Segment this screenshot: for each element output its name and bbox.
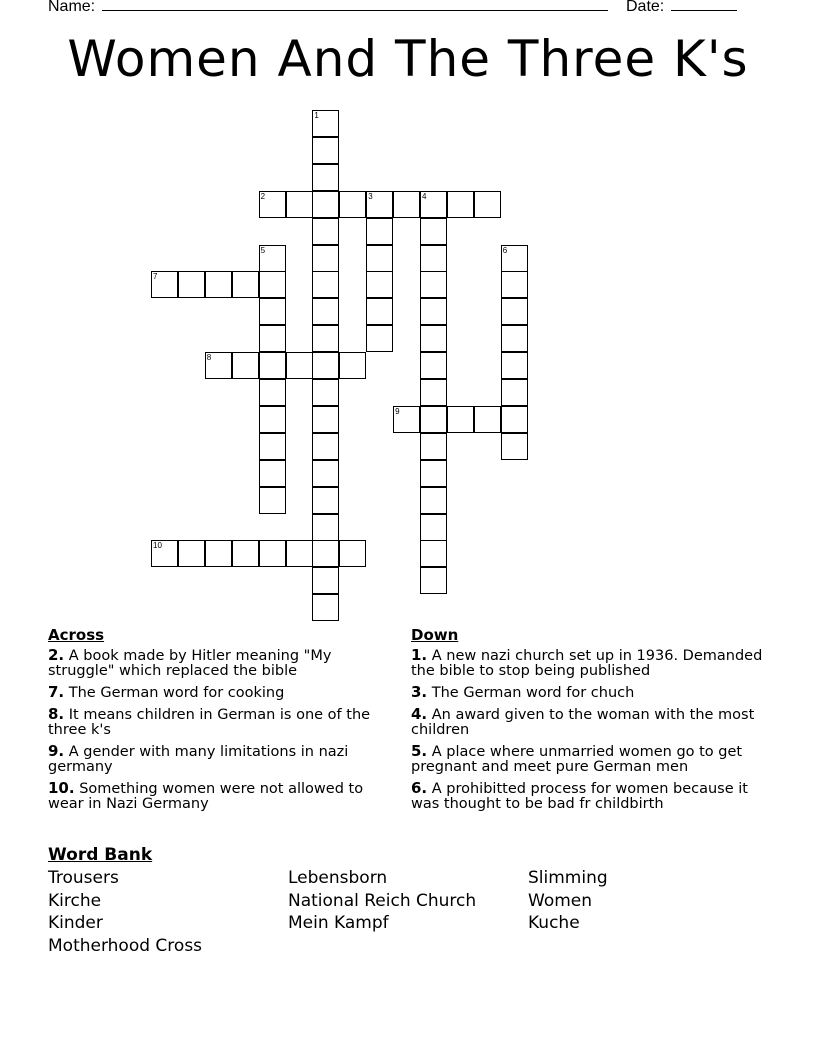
clue-text: A gender with many limitations in nazi germany [48, 744, 349, 775]
grid-cell[interactable] [312, 110, 339, 137]
clue-text: Something women were not allowed to wear in Nazi Germany [48, 781, 364, 812]
grid-cell[interactable] [501, 298, 528, 325]
clue-text: A prohibitted process for women because it was thought to be bad fr childbirth [411, 781, 748, 812]
grid-cell[interactable] [420, 379, 447, 406]
grid-cell[interactable] [286, 540, 313, 567]
clue-number: 6. [411, 779, 428, 797]
grid-cell[interactable] [259, 298, 286, 325]
grid-cell[interactable] [232, 271, 259, 298]
grid-cell[interactable] [259, 540, 286, 567]
name-label: Name: [48, 0, 96, 15]
grid-cell[interactable] [259, 352, 286, 379]
grid-cell[interactable] [312, 298, 339, 325]
word-bank-item: Motherhood Cross [48, 935, 203, 956]
grid-cell[interactable] [420, 487, 447, 514]
cell-number: 9 [395, 406, 400, 416]
word-bank-column [48, 867, 202, 957]
grid-cell[interactable] [420, 352, 447, 379]
grid-cell[interactable] [339, 352, 366, 379]
clue-text: The German word for cooking [68, 685, 285, 701]
page-title: Women And The Three K's [67, 30, 749, 88]
clue-across-8 [48, 707, 393, 738]
word-bank-item: National Reich Church [288, 890, 477, 911]
grid-cell[interactable] [312, 245, 339, 272]
grid-cell[interactable] [393, 191, 420, 218]
clue-down-4 [411, 707, 776, 738]
word-bank-item: Kirche [48, 890, 102, 911]
grid-cell[interactable] [366, 191, 393, 218]
grid-cell[interactable] [312, 137, 339, 164]
cell-number: 7 [153, 272, 158, 282]
grid-cell[interactable] [312, 594, 339, 621]
down-clues [411, 628, 776, 818]
grid-cell[interactable] [474, 191, 501, 218]
grid-cell[interactable] [366, 325, 393, 352]
grid-cell[interactable] [312, 487, 339, 514]
grid-cell[interactable] [312, 433, 339, 460]
grid-cell[interactable] [420, 271, 447, 298]
across-clues [48, 628, 393, 818]
grid-cell[interactable] [501, 325, 528, 352]
grid-cell[interactable] [232, 352, 259, 379]
grid-cell[interactable] [312, 567, 339, 594]
grid-cell[interactable] [501, 379, 528, 406]
grid-cell[interactable] [366, 271, 393, 298]
clue-text: A place where unmarried women go to get pregnant and meet pure German men [411, 744, 743, 775]
grid-cell[interactable] [420, 460, 447, 487]
grid-cell[interactable] [366, 218, 393, 245]
clue-down-5 [411, 744, 776, 775]
word-bank-item: Kinder [48, 913, 103, 933]
word-bank-item: Trousers [48, 868, 119, 888]
grid-cell[interactable] [501, 271, 528, 298]
grid-cell[interactable] [420, 514, 447, 541]
grid-cell[interactable] [205, 352, 232, 379]
grid-cell[interactable] [151, 540, 178, 567]
grid-cell[interactable] [312, 191, 339, 218]
down-heading: Down [411, 626, 459, 644]
grid-cell[interactable] [259, 433, 286, 460]
clue-number: 5. [411, 742, 428, 760]
clue-text: A book made by Hitler meaning "My struggle" which replaced the bible [48, 648, 332, 679]
cell-number: 6 [502, 245, 508, 255]
clue-text: An award given to the woman with the most children [411, 707, 755, 738]
cell-number: 5 [260, 245, 266, 255]
grid-cell[interactable] [366, 245, 393, 272]
grid-cell[interactable] [420, 540, 447, 567]
word-bank-item: Kuche [528, 913, 580, 933]
word-bank-heading: Word Bank [48, 845, 153, 865]
grid-cell[interactable] [501, 433, 528, 460]
clue-number: 2. [48, 646, 65, 664]
clue-text: A new nazi church set up in 1936. Demanded the bible to stop being published [411, 648, 763, 679]
grid-cell[interactable] [312, 352, 339, 379]
grid-cell[interactable] [259, 487, 286, 514]
grid-cell[interactable] [259, 191, 286, 218]
grid-cell[interactable] [420, 325, 447, 352]
grid-cell[interactable] [339, 540, 366, 567]
clue-number: 4. [411, 705, 428, 723]
grid-cell[interactable] [420, 298, 447, 325]
grid-cell[interactable] [259, 271, 286, 298]
grid-cell[interactable] [312, 460, 339, 487]
word-bank-column [528, 867, 608, 935]
grid-cell[interactable] [312, 325, 339, 352]
clue-text: The German word for chuch [431, 685, 635, 701]
clue-down-3 [411, 685, 776, 701]
grid-cell[interactable] [447, 406, 474, 433]
word-bank-item: Mein Kampf [288, 913, 389, 933]
clue-down-6 [411, 781, 776, 812]
cell-number: 4 [422, 191, 427, 201]
grid-cell[interactable] [501, 245, 528, 272]
grid-cell[interactable] [259, 460, 286, 487]
grid-cell[interactable] [339, 191, 366, 218]
grid-cell[interactable] [312, 379, 339, 406]
clue-number: 7. [48, 683, 65, 701]
grid-cell[interactable] [447, 191, 474, 218]
cell-number: 2 [260, 191, 266, 201]
word-bank-item: Lebensborn [288, 868, 388, 888]
grid-cell[interactable] [312, 164, 339, 191]
grid-cell[interactable] [393, 406, 420, 433]
cell-number: 1 [314, 111, 319, 120]
grid-cell[interactable] [312, 271, 339, 298]
grid-cell[interactable] [501, 352, 528, 379]
grid-cell[interactable] [420, 567, 447, 594]
grid-cell[interactable] [474, 406, 501, 433]
across-heading: Across [48, 626, 105, 644]
clue-number: 10. [48, 779, 75, 797]
cell-number: 8 [206, 353, 212, 363]
clue-across-9 [48, 744, 393, 775]
grid-cell[interactable] [286, 352, 313, 379]
grid-cell[interactable] [259, 406, 286, 433]
grid-cell[interactable] [151, 271, 178, 298]
grid-cell[interactable] [312, 540, 339, 567]
cell-number: 10 [153, 541, 162, 551]
grid-cell[interactable] [178, 271, 205, 298]
grid-cell[interactable] [259, 325, 286, 352]
grid-cell[interactable] [501, 406, 528, 433]
clue-across-2 [48, 648, 393, 679]
grid-cell[interactable] [420, 218, 447, 245]
word-bank-item: Women [528, 890, 593, 911]
grid-cell[interactable] [259, 379, 286, 406]
grid-cell[interactable] [312, 406, 339, 433]
clue-number: 9. [48, 742, 65, 760]
grid-cell[interactable] [205, 271, 232, 298]
grid-cell[interactable] [232, 540, 259, 567]
grid-cell[interactable] [420, 191, 447, 218]
clue-number: 3. [411, 683, 428, 701]
grid-cell[interactable] [312, 514, 339, 541]
clue-number: 1. [411, 646, 428, 664]
grid-cell[interactable] [420, 433, 447, 460]
grid-cell[interactable] [366, 298, 393, 325]
clue-text: It means children in German is one of the three k's [48, 707, 371, 738]
grid-cell[interactable] [312, 218, 339, 245]
word-bank-column [288, 867, 476, 935]
grid-cell[interactable] [178, 540, 205, 567]
grid-cell[interactable] [286, 191, 313, 218]
grid-cell[interactable] [420, 406, 447, 433]
date-label: Date: [626, 0, 665, 15]
grid-cell[interactable] [259, 245, 286, 272]
cell-number: 3 [368, 191, 373, 201]
word-bank-item: Slimming [528, 868, 608, 888]
clue-across-10 [48, 781, 393, 812]
clue-number: 8. [48, 705, 65, 723]
grid-cell[interactable] [420, 245, 447, 272]
grid-cell[interactable] [205, 540, 232, 567]
clue-across-7 [48, 685, 393, 701]
clue-down-1 [411, 648, 776, 679]
